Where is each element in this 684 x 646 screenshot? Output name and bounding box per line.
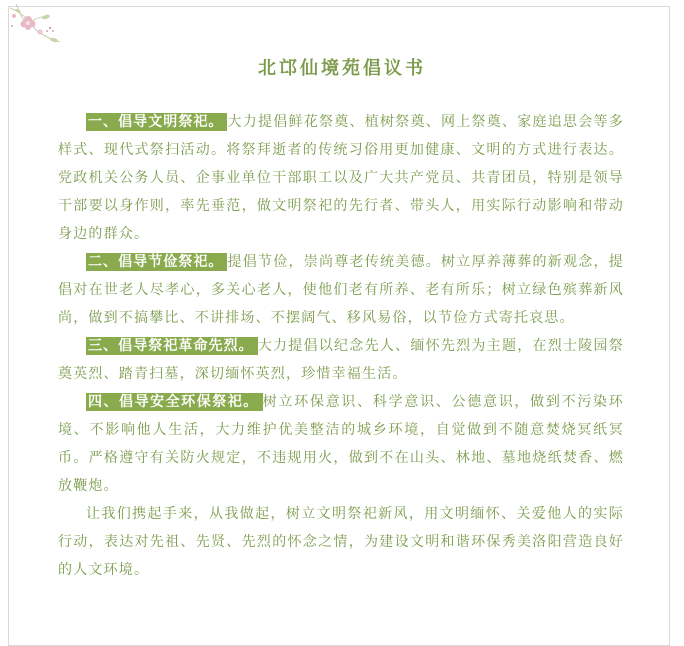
- document-body: [58, 108, 624, 584]
- paragraph-text: 树立环保意识、科学意识、公德意识，做到不污染环境、不影响他人生活，大力维护优美整洁的城乡环境，自觉做到不随意焚烧冥纸冥币。严格遵守有关防火规定，不违规用火，做到不在山头、林地、墓地烧纸焚香、燃放鞭炮。: [58, 394, 624, 494]
- paragraph-eco-safety: [58, 388, 624, 500]
- document-title: 北邙仙境苑倡议书: [258, 58, 426, 79]
- paragraph-text: 大力提倡以纪念先人、缅怀先烈为主题，在烈士陵园祭奠英烈、踏青扫墓，深切缅怀英烈，珍惜幸福生活。: [58, 338, 624, 382]
- paragraph-text: 大力提倡鲜花祭奠、植树祭奠、网上祭奠、家庭追思会等多样式、现代式祭扫活动。将祭拜逝者的传统习俗用更加健康、文明的方式进行表达。党政机关公务人员、企事业单位干部职工以及广大共产党员、共青团员，特别是领导干部要以身作则，率先垂范，做文明祭祀的先行者、带头人，用实际行动影响和带动身边的群众。: [58, 114, 625, 242]
- heading-highlight: 三、倡导祭祀革命先烈。: [86, 337, 258, 355]
- paragraph-martyrs: [58, 332, 624, 388]
- floral-corner-icon: [6, 2, 64, 52]
- heading-highlight: 二、倡导节俭祭祀。: [86, 253, 227, 271]
- paragraph-frugal: [58, 248, 624, 332]
- paragraph-text: 提倡节俭，崇尚尊老传统美德。树立厚养薄葬的新观念，提倡对在世老人尽孝心，多关心老人，使他们老有所养、老有所乐；树立绿色殡葬新风尚，做到不搞攀比、不讲排场、不摆阔气、移风易俗，以节俭方式寄托哀思。: [58, 254, 625, 326]
- paragraph-text: 让我们携起手来，从我做起，树立文明祭祀新风，用文明缅怀、关爱他人的实际行动，表达对先祖、先贤、先烈的怀念之情，为建设文明和谐环保秀美洛阳营造良好的人文环境。: [58, 506, 624, 578]
- paragraph-closing: [58, 500, 624, 584]
- heading-highlight: 四、倡导安全环保祭祀。: [86, 393, 263, 411]
- heading-highlight: 一、倡导文明祭祀。: [86, 113, 227, 131]
- paragraph-civilized: [58, 108, 624, 248]
